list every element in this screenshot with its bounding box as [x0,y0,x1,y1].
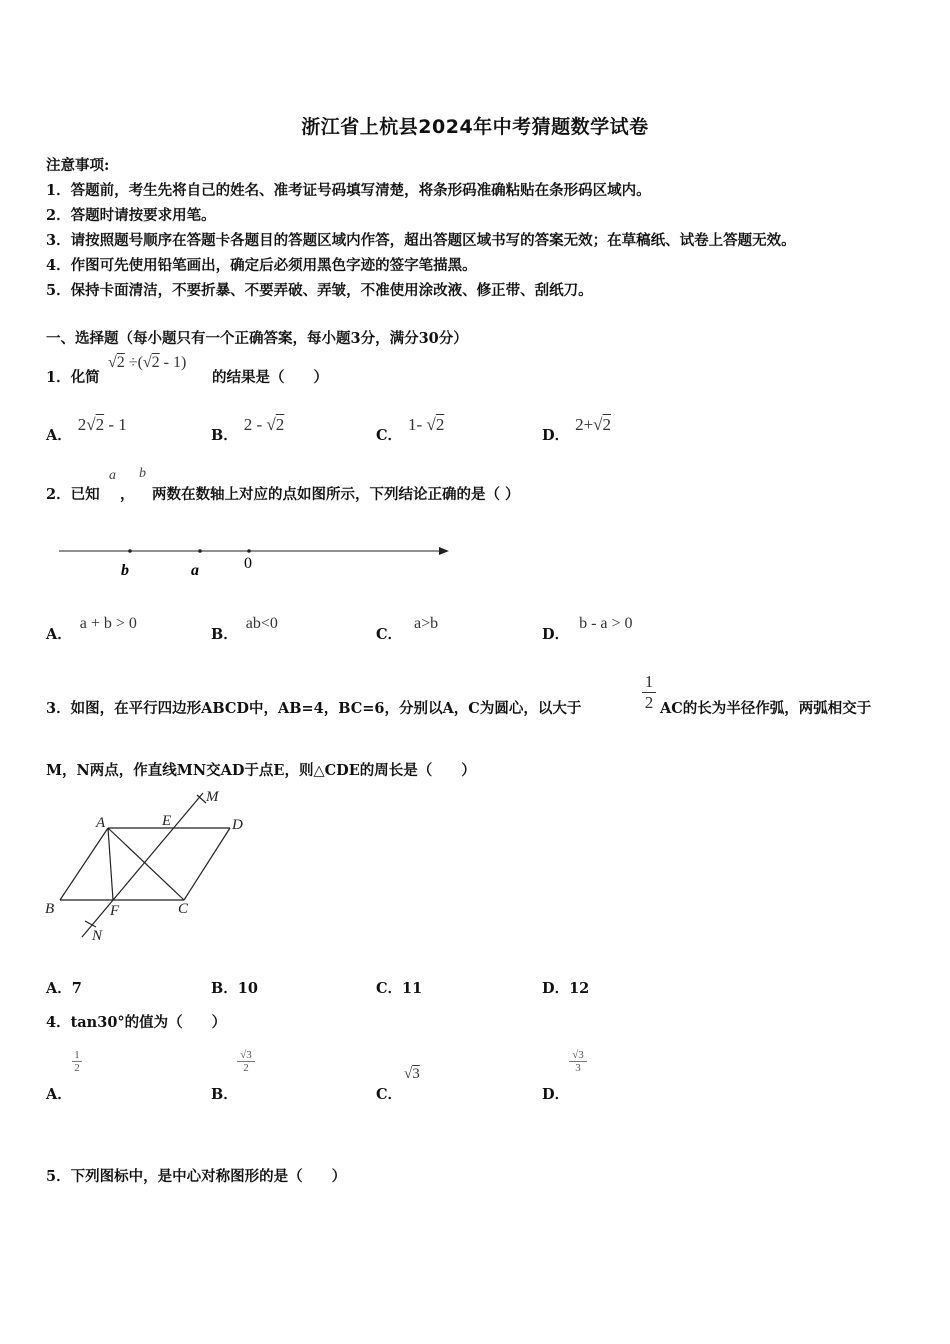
section-heading: 一、选择题（每小题只有一个正确答案，每小题3分，满分30分） [46,330,468,347]
notice-item-3: 3．请按照题号顺序在答题卡各题目的答题区域内作答，超出答题区域书写的答案无效；在草稿纸、试卷上答题无效。 [46,232,796,249]
q1-option-b: B．2 - √2 [211,415,285,444]
q2-option-b: B．ab<0 [211,615,278,643]
label-b: b [121,562,129,579]
label-F: F [110,903,120,919]
q2-var-b: b [139,466,146,481]
q2-prefix: 2．已知 [46,486,100,503]
q4-option-d-value: √3 3 [569,1049,587,1074]
q4-option-d-label: D． [542,1086,570,1103]
label-C: C [178,901,189,917]
q1-option-a: A．2√2 - 1 [46,415,127,444]
q4-option-c-label: C． [376,1086,403,1103]
q2-option-d: D．b - a > 0 [542,615,633,643]
q4-option-b-label: B． [211,1086,238,1103]
q3-option-a: A．7 [46,980,82,997]
q3-option-c: C．11 [376,980,423,997]
label-A: A [96,815,106,831]
q4-option-a-label: A． [46,1086,72,1103]
number-line-arrow [439,547,449,555]
q3-option-d: D．12 [542,980,590,997]
notice-item-5: 5．保持卡面清洁，不要折暴、不要弄破、弄皱，不准使用涂改液、修正带、刮纸刀。 [46,282,593,299]
q3-fraction [642,672,656,713]
label-N: N [92,928,103,944]
q4-option-b-value: √3 2 [237,1049,255,1074]
q2-comma: ， [120,486,135,503]
q3-frac-den: 2 [642,692,656,713]
q3-line1-post: AC的长为半径作弧，两弧相交于 [660,700,872,717]
q1-prefix: 1．化简 [46,369,100,386]
q4-text: 4．tan30°的值为（ ） [46,1014,227,1031]
q3-line2: M，N两点，作直线MN交AD于点E，则△CDE的周长是（ ） [46,762,476,779]
segment-AF [108,828,113,900]
parallelogram-figure [40,785,260,950]
notice-item-2: 2．答题时请按要求用笔。 [46,207,216,224]
q3-option-b: B．10 [211,980,258,997]
q5-text: 5．下列图标中，是中心对称图形的是（ ） [46,1168,347,1185]
segment-AB [60,828,108,900]
label-D: D [232,817,243,833]
q1-expression: √2 ÷(√2 - 1) [108,354,187,371]
label-zero: 0 [244,555,252,572]
page-title: 浙江省上杭县2024年中考猜题数学试卷 [301,116,649,138]
q2-option-c: C．a>b [376,615,439,643]
q1-option-c: C．1- √2 [376,415,445,444]
q4-option-c-value: √3 [404,1066,420,1082]
q3-line1-pre: 3．如图，在平行四边形ABCD中，AB=4，BC=6，分别以A，C为圆心，以大于 [46,700,582,717]
q2-suffix: 两数在数轴上对应的点如图所示，下列结论正确的是（ ） [152,486,520,503]
segment-DC [184,828,230,900]
notice-heading: 注意事项: [46,157,110,174]
segment-AC [108,828,184,900]
notice-item-4: 4．作图可先使用铅笔画出，确定后必须用黑色字迹的签字笔描黑。 [46,257,477,274]
q2-var-a: a [109,468,116,483]
q1-suffix: 的结果是（ ） [212,369,328,386]
label-M: M [206,789,219,805]
point-a [198,549,202,553]
q3-frac-num: 1 [644,672,654,691]
label-B: B [45,901,55,917]
label-a: a [191,562,199,579]
q4-option-a-value: 1 2 [72,1049,82,1074]
point-b [128,549,132,553]
number-line [55,538,455,583]
q1-option-d: D．2+√2 [542,415,612,444]
q2-option-a: A．a + b > 0 [46,615,137,643]
point-zero [247,549,251,553]
label-E: E [162,813,172,829]
notice-item-1: 1．答题前，考生先将自己的姓名、准考证号码填写清楚，将条形码准确粘贴在条形码区域内。 [46,182,651,199]
